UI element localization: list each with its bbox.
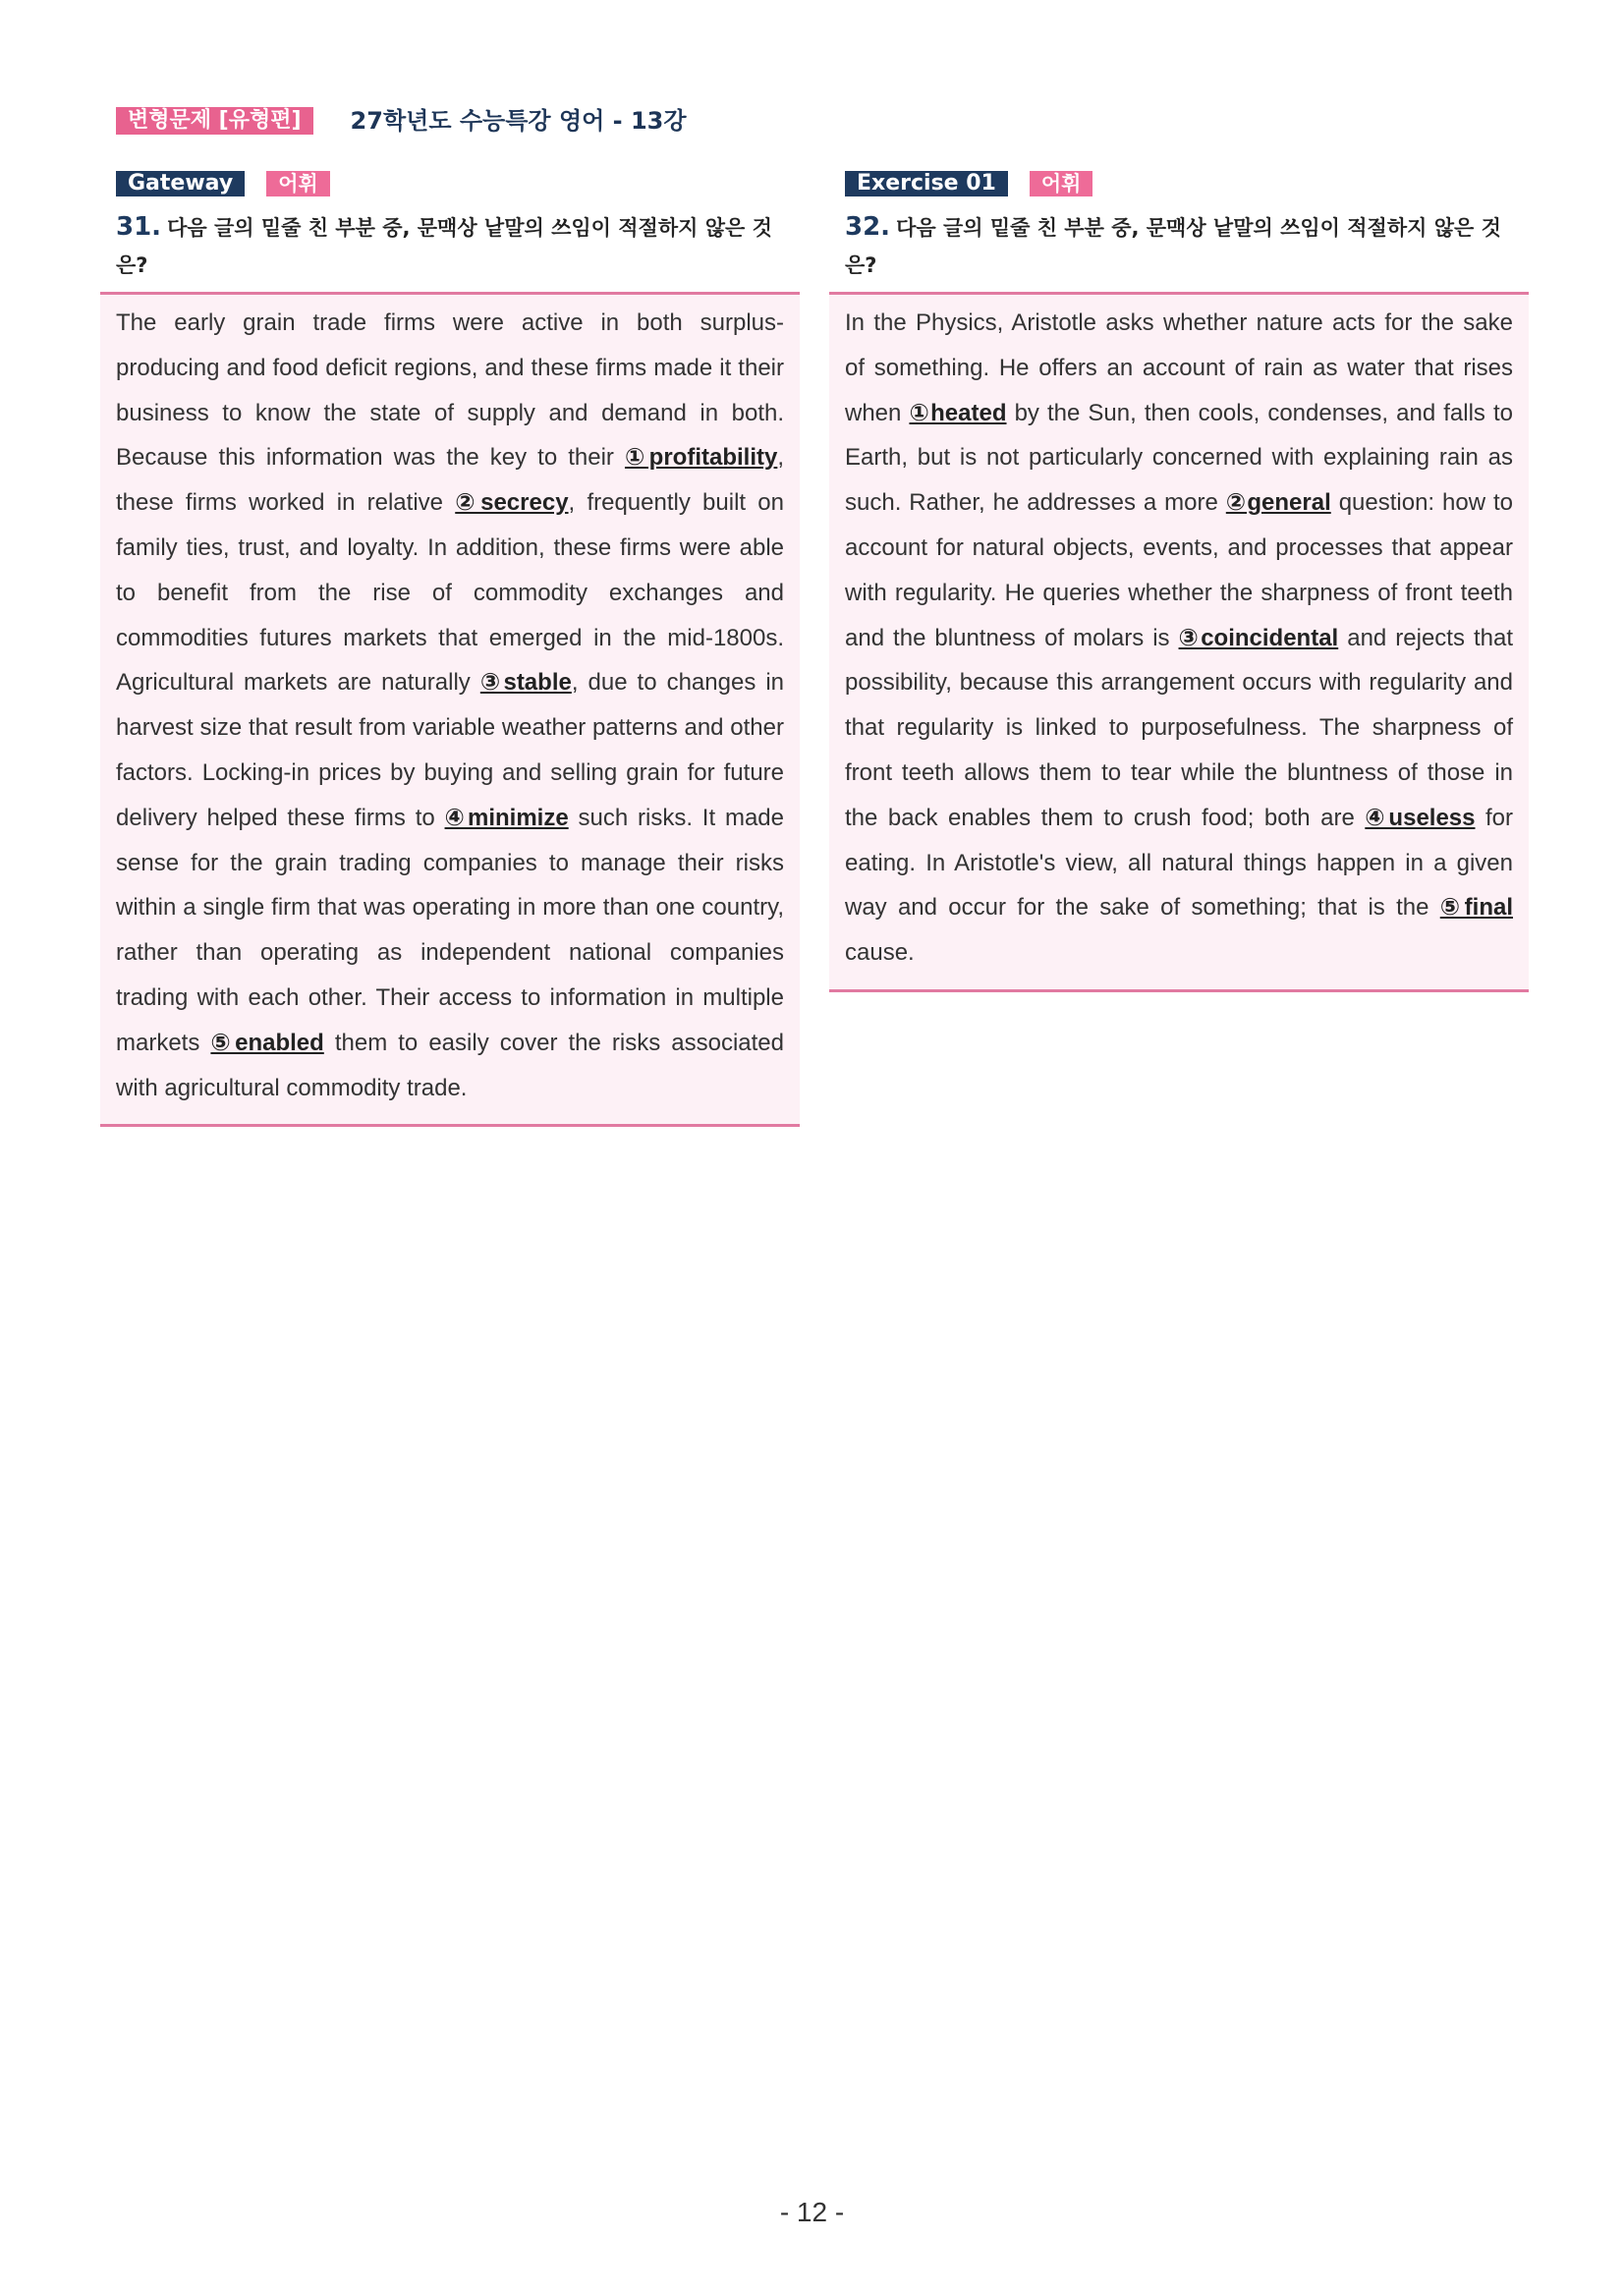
underlined-choice: ④useless xyxy=(1365,804,1476,831)
underlined-choice: ⑤final xyxy=(1439,894,1514,922)
passage-text: for eating. In Aristotle's view, all natural things happen in a given way and occur for the sake of something; that is the xyxy=(845,804,1513,922)
underlined-choice: ④minimize xyxy=(444,804,569,831)
passage-text: , due to changes in harvest size that result from variable weather patterns and other factors. Locking-in prices by buying and selling grain for future delivery helped these firms to xyxy=(116,669,785,831)
badge-row xyxy=(100,171,800,196)
passage-text: them to easily cover the risks associated with agricultural commodity trade. xyxy=(116,1029,785,1101)
underlined-choice: ①heated xyxy=(909,399,1007,426)
passage-text: , these firms worked in relative xyxy=(116,444,785,517)
passage-text: In the Physics, Aristotle asks whether nature acts for the sake of something. He offers an account of rain as water that rises when xyxy=(845,309,1513,426)
question-column-right xyxy=(829,171,1529,992)
passage-text: and rejects that possibility, because this arrangement occurs with regularity and that regularity is linked to purposefulness. The sharpness of front teeth allows them to tear while the bluntness of those in the back enables them to crush food; both are xyxy=(845,624,1513,831)
passage-text: question: how to account for natural objects, events, and processes that appear with regularity. He queries whether the sharpness of front teeth and the bluntness of molars is xyxy=(845,489,1514,651)
underlined-choice: ②secrecy xyxy=(455,489,569,517)
badge-row xyxy=(829,171,1529,196)
header-title: 27학년도 수능특강 영어 - 13강 xyxy=(350,107,687,135)
underlined-choice: ③stable xyxy=(479,669,572,697)
question-column-left xyxy=(100,171,800,1127)
passage-text: such risks. It made sense for the grain trading companies to manage their risks within a single firm that was operating in more than one country, rather than operating as independent national companies trading with each other. Their access to information in multiple markets xyxy=(116,804,784,1056)
question-number: 32. xyxy=(845,212,891,242)
passage-text: , frequently built on family ties, trust, and loyalty. In addition, these firms were able to benefit from the rise of commodity exchanges and commodities futures markets that emerged in the mid-1800s. Agricultural markets are naturally xyxy=(116,489,785,697)
header-tag: 변형문제 [유형편] xyxy=(116,107,313,135)
passage-box xyxy=(829,292,1529,992)
passage-text: cause. xyxy=(845,939,915,967)
question-prompt xyxy=(829,208,1529,284)
question-text: 다음 글의 밑줄 친 부분 중, 문맥상 낱말의 쓰임이 적절하지 않은 것은? xyxy=(116,216,772,277)
question-text: 다음 글의 밑줄 친 부분 중, 문맥상 낱말의 쓰임이 적절하지 않은 것은? xyxy=(845,216,1501,277)
category-badge: 어휘 xyxy=(266,171,330,196)
passage-text: The early grain trade firms were active in both surplus-producing and food deficit regions, and these firms made it their business to know the state of supply and demand in both. Because this information was the key to their xyxy=(116,309,784,472)
category-badge: 어휘 xyxy=(1030,171,1093,196)
passage-box xyxy=(100,292,800,1127)
underlined-choice: ①profitability xyxy=(624,444,778,472)
passage-text: by the Sun, then cools, condenses, and falls to Earth, but is not particularly concerned with explaining rain as such. Rather, he addresses a more xyxy=(845,399,1513,517)
underlined-choice: ⑤enabled xyxy=(210,1029,324,1056)
question-prompt xyxy=(100,208,800,284)
underlined-choice: ③coincidental xyxy=(1178,624,1339,651)
page-header xyxy=(116,106,687,136)
question-number: 31. xyxy=(116,212,162,242)
underlined-choice: ②general xyxy=(1225,489,1331,517)
section-badge: Exercise 01 xyxy=(845,171,1008,196)
section-badge: Gateway xyxy=(116,171,245,196)
page-number: - 12 - xyxy=(779,2197,845,2227)
